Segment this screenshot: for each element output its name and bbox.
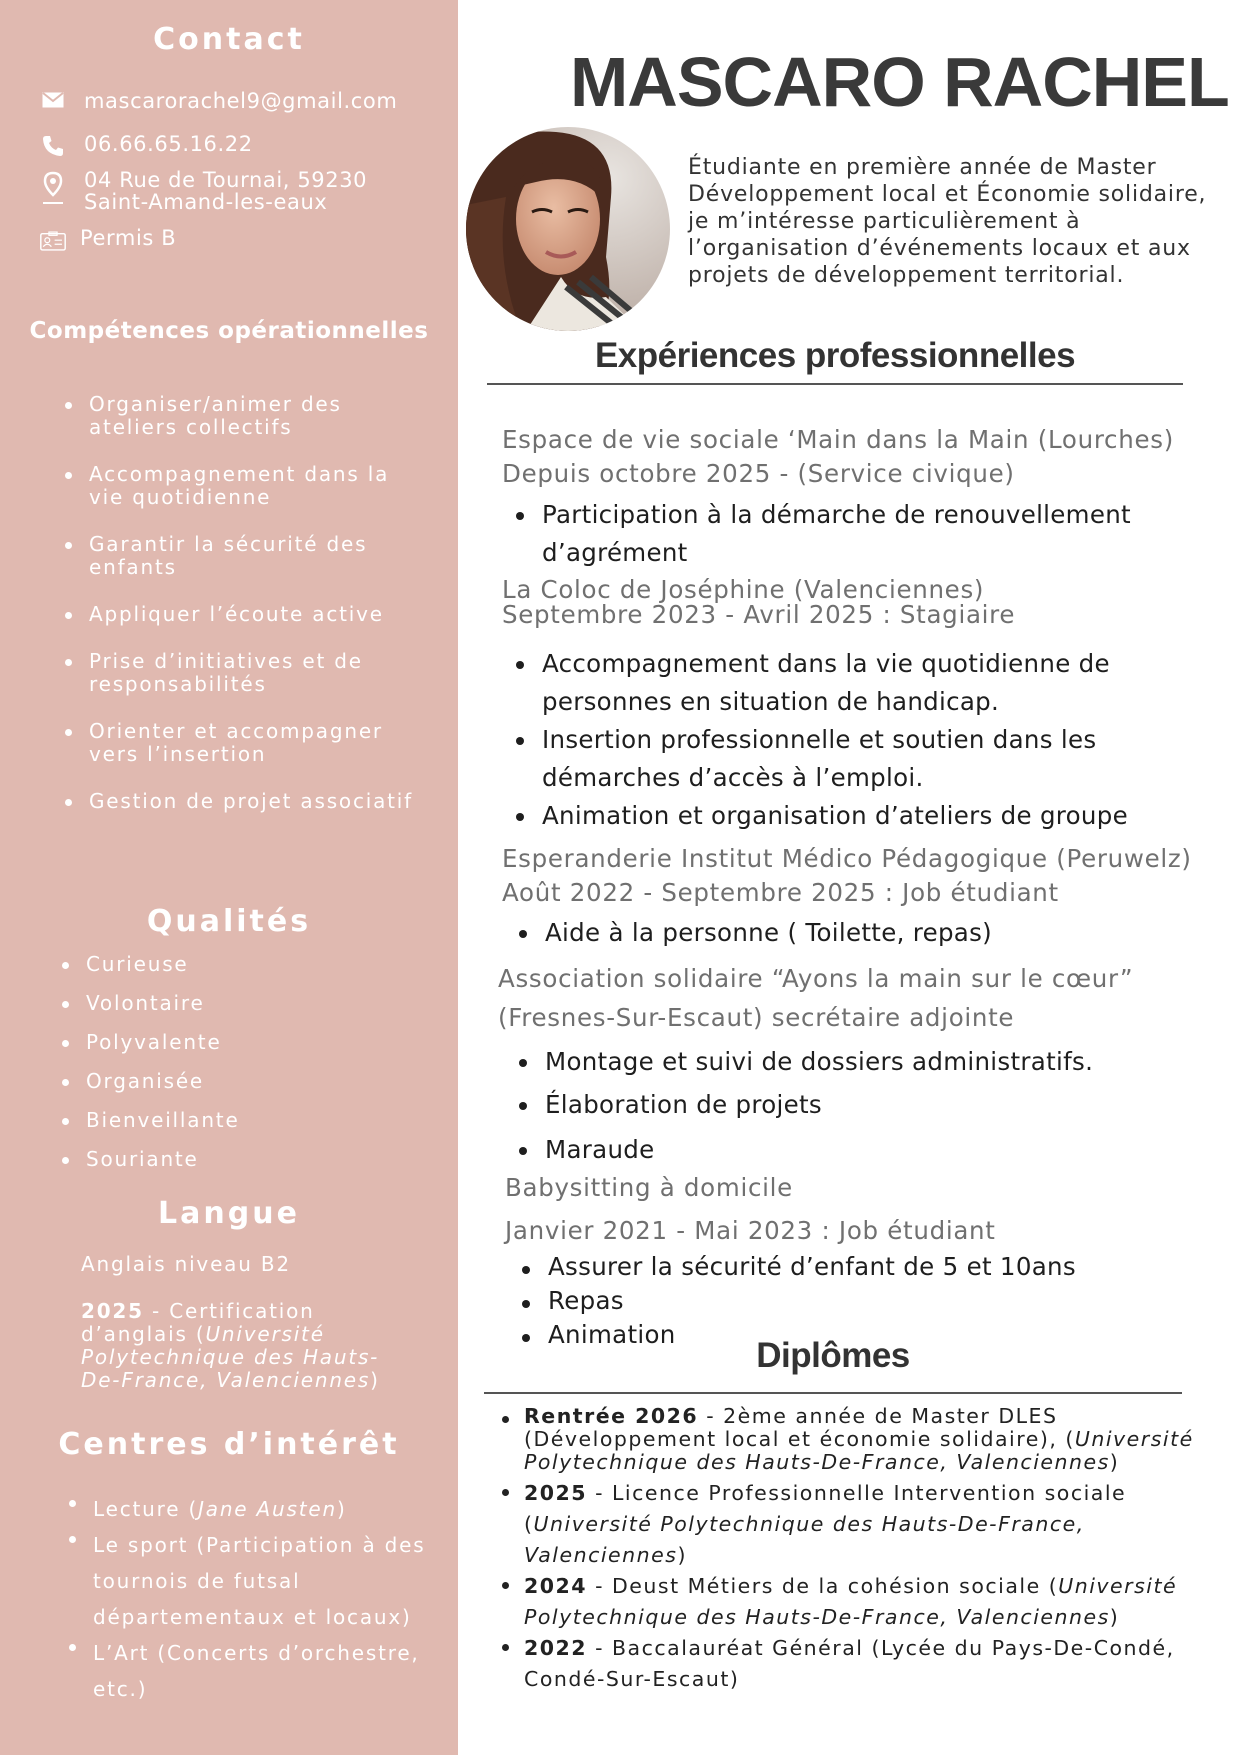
list-item: 2022 - Baccalauréat Général (Lycée du Pays-De-Condé, Condé-Sur-Escaut) xyxy=(524,1633,1224,1695)
qualities-heading: Qualités xyxy=(146,904,312,939)
job-period: Août 2022 - Septembre 2025 : Job étudiant xyxy=(502,878,1059,907)
list-item: Organisée xyxy=(86,1070,386,1093)
list-item: Gestion de projet associatif xyxy=(89,790,419,813)
list-item: Animation et organisation d’ateliers de groupe xyxy=(542,797,1182,835)
experience-heading: Expériences professionnelles xyxy=(594,336,1076,375)
language-level: Anglais niveau B2 xyxy=(81,1252,291,1276)
cert-year: 2025 xyxy=(81,1299,144,1323)
list-item: Volontaire xyxy=(86,992,386,1015)
list-item: Participation à la démarche de renouvellement d’agrément xyxy=(542,496,1182,572)
contact-heading: Contact xyxy=(153,22,305,57)
skills-heading: Compétences opérationnelles xyxy=(29,318,429,344)
job-title: Esperanderie Institut Médico Pédagogique (Peruwelz) xyxy=(502,844,1192,873)
list-item: Aide à la personne ( Toilette, repas) xyxy=(545,914,1185,952)
job-title: Babysitting à domicile xyxy=(505,1173,793,1202)
list-item: Insertion professionnelle et soutien dans les démarches d’accès à l’emploi. xyxy=(542,721,1182,797)
interests-list xyxy=(93,1491,438,1707)
job-title: Association solidaire “Ayons la main sur le cœur” xyxy=(498,964,1134,993)
list-item: Élaboration de projets xyxy=(545,1086,1185,1124)
location-pin-icon xyxy=(40,169,66,205)
list-item: 2025 - Licence Professionnelle Intervention sociale (Université Polytechnique des Hauts-De-France, Valenciennes) xyxy=(524,1478,1224,1571)
list-item: Assurer la sécurité d’enfant de 5 et 10ans xyxy=(548,1250,1188,1284)
contact-phone[interactable] xyxy=(40,133,253,157)
job-tasks xyxy=(542,496,1182,572)
job-period: Septembre 2023 - Avril 2025 : Stagiaire xyxy=(502,600,1016,629)
license-text: Permis B xyxy=(80,226,177,250)
id-card-icon xyxy=(40,227,66,253)
job-period: (Fresnes-Sur-Escaut) secrétaire adjointe xyxy=(498,1003,1015,1032)
list-item: Rentrée 2026 - 2ème année de Master DLES (Développement local et économie solidaire), (Université Polytechnique des Hauts-De-France, Valenciennes) xyxy=(524,1405,1224,1474)
email-text: mascarorachel9@gmail.com xyxy=(84,89,398,113)
phone-icon xyxy=(40,133,66,157)
list-item: Appliquer l’écoute active xyxy=(89,603,419,626)
list-item: Accompagnement dans la vie quotidienne de personnes en situation de handicap. xyxy=(542,645,1182,721)
qualities-list xyxy=(86,953,386,1171)
diplomas-divider xyxy=(484,1392,1182,1394)
intro-paragraph: Étudiante en première année de Master Développement local et Économie solidaire, je m’intéresse particulièrement à l’organisation d’événements locaux et aux projets de développement territorial. xyxy=(688,155,1207,288)
cert-text: - Certification d’anglais ( xyxy=(81,1299,315,1346)
contact-email[interactable] xyxy=(40,90,397,112)
job-tasks xyxy=(545,914,1185,952)
job-tasks xyxy=(542,645,1182,835)
phone-text: 06.66.65.16.22 xyxy=(84,132,253,156)
list-item: Maraude xyxy=(545,1131,1185,1169)
cert-close: ) xyxy=(370,1368,380,1392)
job-period: Depuis octobre 2025 - (Service civique) xyxy=(502,459,1015,488)
list-item: Bienveillante xyxy=(86,1109,386,1132)
list-item: Lecture (Jane Austen) xyxy=(93,1491,438,1527)
list-item: Prise d’initiatives et de responsabilités xyxy=(89,650,419,696)
contact-address xyxy=(40,169,434,213)
profile-photo xyxy=(466,127,670,331)
list-item: 2024 - Deust Métiers de la cohésion sociale (Université Polytechnique des Hauts-De-France, Valenciennes) xyxy=(524,1571,1224,1633)
diplomas-list xyxy=(524,1405,1224,1695)
envelope-icon xyxy=(40,90,66,108)
list-item: Orienter et accompagner vers l’insertion xyxy=(89,720,419,766)
language-certification xyxy=(81,1300,401,1392)
experience-divider xyxy=(487,383,1183,385)
list-item: L’Art (Concerts d’orchestre, etc.) xyxy=(93,1635,438,1707)
job-period: Janvier 2021 - Mai 2023 : Job étudiant xyxy=(505,1216,996,1245)
list-item: Garantir la sécurité des enfants xyxy=(89,533,419,579)
job-title: Espace de vie sociale ‘Main dans la Main (Lourches) xyxy=(502,425,1174,454)
list-item: Organiser/animer des ateliers collectifs xyxy=(89,393,419,439)
address-text: 04 Rue de Tournai, 59230 Saint-Amand-les-eaux xyxy=(84,168,368,214)
list-item: Curieuse xyxy=(86,953,386,976)
language-heading: Langue xyxy=(158,1196,300,1231)
interests-heading: Centres d’intérêt xyxy=(58,1427,400,1462)
list-item: Accompagnement dans la vie quotidienne xyxy=(89,463,419,509)
job-tasks xyxy=(545,1043,1185,1169)
cert-school: Université Polytechnique des Hauts-De-France, Valenciennes xyxy=(81,1322,380,1392)
list-item: Le sport (Participation à des tournois de futsal départementaux et locaux) xyxy=(93,1527,438,1635)
list-item: Animation xyxy=(548,1318,1188,1352)
list-item: Montage et suivi de dossiers administratifs. xyxy=(545,1043,1185,1081)
list-item: Polyvalente xyxy=(86,1031,386,1054)
list-item: Repas xyxy=(548,1284,1188,1318)
contact-license xyxy=(40,227,176,253)
sidebar xyxy=(0,0,458,1755)
diplomas-heading: Diplômes xyxy=(756,1336,910,1375)
job-title: La Coloc de Joséphine (Valenciennes) xyxy=(502,575,985,604)
skills-list xyxy=(89,393,419,813)
list-item: Souriante xyxy=(86,1148,386,1171)
candidate-name: MASCARO RACHEL xyxy=(570,43,1229,121)
